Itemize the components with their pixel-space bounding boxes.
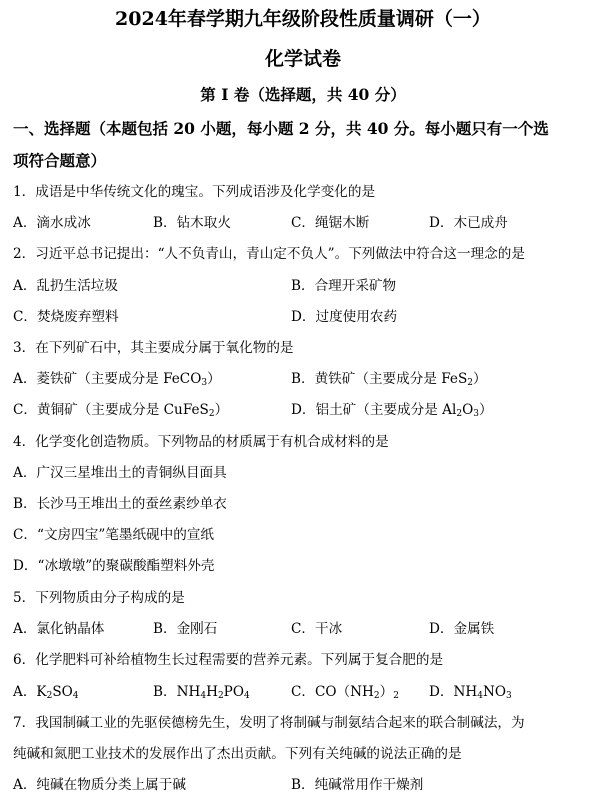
question-1-option-a: A．滴水成冰 (13, 215, 91, 231)
question-4-option-b: B．长沙马王堆出土的蚕丝素纱单衣 (13, 496, 227, 512)
section-heading-line2: 项符合题意） (13, 151, 107, 170)
question-7-option-b: B．纯碱常用作干燥剂 (291, 777, 424, 793)
question-4-option-c: C．“文房四宝”笔墨纸砚中的宣纸 (13, 527, 215, 543)
question-7-stem-line2: 纯碱和氮肥工业技术的发展作出了杰出贡献。下列有关纯碱的说法正确的是 (13, 746, 462, 762)
question-1-option-b: B．钻木取火 (153, 215, 231, 231)
question-6-option-a: A．$K_2SO_4$ (13, 684, 79, 701)
question-6-option-d: D．$NH_4NO_3$ (429, 684, 512, 701)
question-2-stem: 2．习近平总书记提出：“人不负青山，青山定不负人”。下列做法中符合这一理念的是 (13, 246, 525, 262)
question-2-option-c: C．焚烧废弃塑料 (13, 309, 119, 325)
question-5-option-b: B．金刚石 (153, 621, 218, 637)
question-7-option-a: A．纯碱在物质分类上属于碱 (13, 777, 186, 793)
question-2-option-d: D．过度使用农药 (291, 309, 398, 325)
question-4-option-a: A．广汉三星堆出土的青铜纵目面具 (13, 465, 227, 481)
question-2-option-a: A．乱扔生活垃圾 (13, 278, 118, 294)
question-3-option-d: D．铝土矿（主要成分是 $Al_2O_3$） (291, 402, 493, 419)
part-title: 第 I 卷（选择题，共 40 分） (200, 85, 406, 104)
question-5-option-c: C．干冰 (291, 621, 343, 637)
question-6-stem: 6．化学肥料可补给植物生长过程需要的营养元素。下列属于复合肥的是 (13, 652, 444, 668)
question-5-option-d: D．金属铁 (429, 621, 495, 637)
question-3-option-c: C．黄铜矿（主要成分是 CuFeS$_2$） (13, 402, 229, 419)
question-6-option-b: B．$NH_4H_2PO_4$ (153, 684, 250, 701)
question-1-option-c: C．绳锯木断 (291, 215, 370, 231)
question-4-option-d: D．“冰墩墩”的聚碳酸酯塑料外壳 (13, 558, 215, 574)
question-7-stem-line1: 7．我国制碱工业的先驱侯德榜先生，发明了将制碱与制氨结合起来的联合制碱法，为 (13, 715, 525, 731)
question-2-option-b: B．合理开采矿物 (291, 278, 397, 294)
question-5-stem: 5．下列物质由分子构成的是 (13, 590, 185, 606)
question-1-stem: 1．成语是中华传统文化的瑰宝。下列成语涉及化学变化的是 (13, 184, 376, 200)
question-6-option-c: C．$CO(NH_2)_2$ (291, 684, 399, 701)
question-3-option-a: A．菱铁矿（主要成分是 FeCO$_3$） (13, 371, 221, 388)
subject-title: 化学试卷 (264, 48, 341, 70)
question-1-option-d: D．木已成舟 (429, 215, 508, 231)
question-3-option-b: B．黄铁矿（主要成分是 FeS$_2$） (291, 371, 487, 388)
question-4-stem: 4．化学变化创造物质。下列物品的材质属于有机合成材料的是 (13, 434, 389, 450)
section-heading-line1: 一、选择题（本题包括 20 小题，每小题 2 分，共 40 分。每小题只有一个选 (13, 119, 549, 138)
question-3-stem: 3．在下列矿石中，其主要成分属于氧化物的是 (13, 340, 294, 356)
question-5-option-a: A．氯化钠晶体 (13, 621, 105, 637)
exam-title: 2024年春学期九年级阶段性质量调研（一） (115, 8, 491, 30)
